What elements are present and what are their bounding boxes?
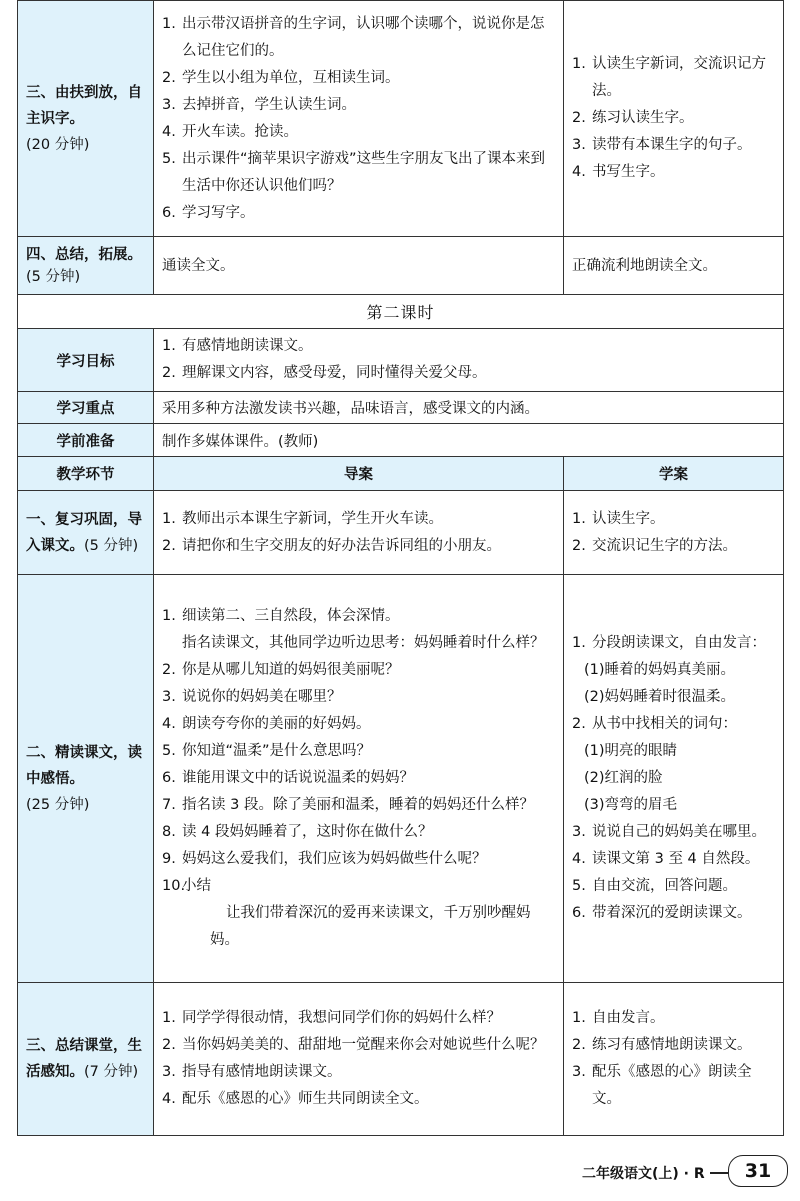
table-row xyxy=(18,491,784,575)
guide-cell xyxy=(154,1,564,237)
list-item: 6. 带着深沉的爱朗读课文。 xyxy=(572,905,752,921)
prep-text: 制作多媒体课件。(教师) xyxy=(154,424,784,457)
table-row xyxy=(18,983,784,1136)
sub-item: (1)睡着的妈妈真美丽。 xyxy=(584,662,736,678)
list-item: 2. 练习认读生字。 xyxy=(572,110,694,126)
learn-cell xyxy=(564,1,784,237)
stage-time: (7 分钟) xyxy=(84,1064,139,1080)
list-item: 7. 指名读 3 段。除了美丽和温柔，睡着的妈妈还什么样？ xyxy=(162,797,534,813)
learn-cell xyxy=(564,491,784,575)
page-tab-line xyxy=(710,1172,730,1174)
list-item: 4. 朗读夸夸你的美丽的好妈妈。 xyxy=(162,716,371,732)
stage-cell xyxy=(18,237,154,295)
stage-time: (5 分钟) xyxy=(26,268,81,285)
list-item: 1. 分段朗读课文，自由发言： xyxy=(572,635,766,651)
list-item: 2. 学生以小组为单位，互相读生词。 xyxy=(162,69,400,86)
table-row xyxy=(18,329,784,392)
list-item: 4. 书写生字。 xyxy=(572,164,665,180)
list-item: 3. 读带有本课生字的句子。 xyxy=(572,137,752,153)
table-row xyxy=(18,295,784,329)
list-item: 5. 你知道“温柔”是什么意思吗？ xyxy=(162,743,372,759)
sub-item: (2)红润的脸 xyxy=(584,770,663,786)
table-header-row xyxy=(18,457,784,491)
list-item: 2. 理解课文内容，感受母爱，同时懂得关爱父母。 xyxy=(162,365,487,381)
prep-label: 学前准备 xyxy=(18,424,154,457)
list-item: 1. 出示带汉语拼音的生字词，认识哪个读哪个，说说你是怎么记住它们的。 xyxy=(162,15,545,59)
list-item: 9. 妈妈这么爱我们，我们应该为妈妈做些什么呢？ xyxy=(162,851,487,867)
focus-label: 学习重点 xyxy=(18,392,154,424)
objectives-cell xyxy=(154,329,784,392)
list-item: 3. 说说自己的妈妈美在哪里。 xyxy=(572,824,766,840)
header-guide: 导案 xyxy=(154,457,564,491)
list-item: 5. 自由交流，回答问题。 xyxy=(572,878,737,894)
header-learn: 学案 xyxy=(564,457,784,491)
list-item: 2. 交流识记生字的方法。 xyxy=(572,537,737,554)
learn-cell xyxy=(564,575,784,983)
list-item: 2. 练习有感情地朗读课文。 xyxy=(572,1037,752,1053)
stage-title: 二、精读课文，读中感悟。 xyxy=(26,744,142,787)
sub-item: (1)明亮的眼睛 xyxy=(584,743,678,759)
sub-item: (2)妈妈睡着时很温柔。 xyxy=(584,689,736,705)
list-item: 1. 自由发言。 xyxy=(572,1010,665,1026)
guide-cell xyxy=(154,983,564,1136)
stage-cell xyxy=(18,491,154,575)
guide-cell xyxy=(154,491,564,575)
list-item: 1. 细读第二、三自然段，体会深情。 xyxy=(162,608,400,624)
stage-cell xyxy=(18,1,154,237)
stage-time: (5 分钟) xyxy=(84,537,139,554)
stage-time: (25 分钟) xyxy=(26,796,90,813)
guide-cell xyxy=(154,575,564,983)
list-item: 6. 学习写字。 xyxy=(162,204,255,221)
stage-time: (20 分钟) xyxy=(26,136,90,153)
list-item: 10.小结 xyxy=(162,878,211,894)
table-row xyxy=(18,237,784,295)
learn-cell xyxy=(564,983,784,1136)
page-number: 31 xyxy=(728,1155,788,1187)
stage-title: 一、复习巩固，导入课文。 xyxy=(26,511,142,554)
list-item: 4. 配乐《感恩的心》师生共同朗读全文。 xyxy=(162,1091,429,1107)
stage-cell xyxy=(18,575,154,983)
stage-cell xyxy=(18,983,154,1136)
table-row xyxy=(18,575,784,983)
stage-title: 三、由扶到放，自主识字。 xyxy=(26,84,142,127)
list-item: 1. 有感情地朗读课文。 xyxy=(162,338,313,354)
objectives-label: 学习目标 xyxy=(18,329,154,392)
list-item: 4. 读课文第 3 至 4 自然段。 xyxy=(572,851,760,867)
list-item: 6. 谁能用课文中的话说说温柔的妈妈？ xyxy=(162,770,414,786)
list-item: 3. 去掉拼音，学生认读生词。 xyxy=(162,96,356,113)
header-stage: 教学环节 xyxy=(18,457,154,491)
learn-cell: 正确流利地朗读全文。 xyxy=(564,237,784,295)
list-item: 2. 从书中找相关的词句： xyxy=(572,716,737,732)
list-item: 4. 开火车读。抢读。 xyxy=(162,123,298,140)
page-footer xyxy=(560,1156,790,1186)
list-item: 1. 同学学得很动情，我想问同学们你的妈妈什么样？ xyxy=(162,1010,501,1026)
table-row xyxy=(18,392,784,424)
list-item: 3. 配乐《感恩的心》朗读全文。 xyxy=(572,1064,752,1107)
book-title: 二年级语文(上) · R xyxy=(582,1166,705,1182)
list-item-detail: 指名读课文，其他同学边听边思考：妈妈睡着时什么样？ xyxy=(182,635,545,651)
lesson-plan-table xyxy=(17,0,784,1136)
list-item: 3. 指导有感情地朗读课文。 xyxy=(162,1064,342,1080)
list-item: 1. 认读生字新词，交流识记方法。 xyxy=(572,56,766,99)
list-item: 5. 出示课件“摘苹果识字游戏”这些生字朋友飞出了课本来到生活中你还认识他们吗？ xyxy=(162,150,546,194)
table-row xyxy=(18,1,784,237)
focus-text: 采用多种方法激发读书兴趣，品味语言，感受课文的内涵。 xyxy=(154,392,784,424)
list-item: 2. 请把你和生字交朋友的好办法告诉同组的小朋友。 xyxy=(162,537,501,554)
list-item: 8. 读 4 段妈妈睡着了，这时你在做什么？ xyxy=(162,824,433,840)
table-row xyxy=(18,424,784,457)
list-item: 1. 认读生字。 xyxy=(572,510,665,527)
sub-item: (3)弯弯的眉毛 xyxy=(584,797,678,813)
guide-cell: 通读全文。 xyxy=(154,237,564,295)
stage-title: 四、总结，拓展。 xyxy=(26,246,142,263)
list-item: 1. 教师出示本课生字新词，学生开火车读。 xyxy=(162,510,443,527)
list-item: 2. 当你妈妈美美的、甜甜地一觉醒来你会对她说些什么呢？ xyxy=(162,1037,545,1053)
stage-title: 三、总结课堂，生活感知。 xyxy=(26,1038,142,1080)
list-item-detail: 让我们带着深沉的爱再来读课文，千万别吵醒妈妈。 xyxy=(210,905,531,948)
list-item: 2. 你是从哪儿知道的妈妈很美丽呢？ xyxy=(162,662,400,678)
list-item: 3. 说说你的妈妈美在哪里？ xyxy=(162,689,342,705)
lesson-title: 第二课时 xyxy=(18,295,784,329)
